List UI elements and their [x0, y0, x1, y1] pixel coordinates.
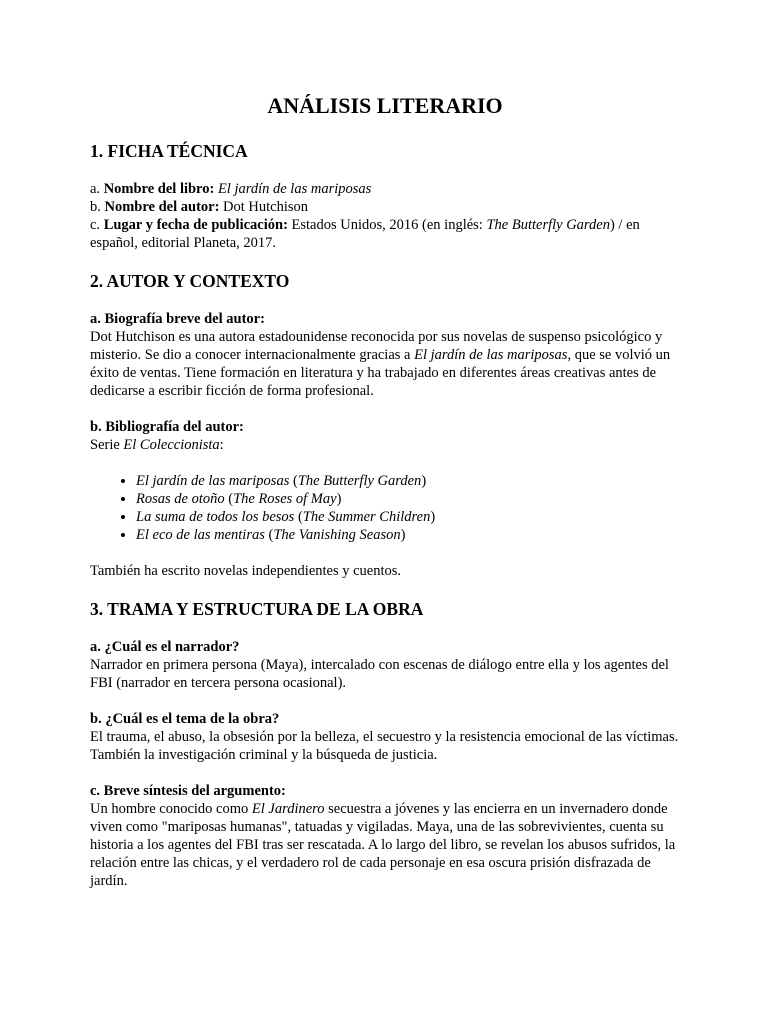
- publication-prefix: c.: [90, 217, 104, 233]
- book-name-label: Nombre del libro:: [103, 181, 215, 197]
- other-works-text: También ha escrito novelas independientes y cuentos.: [90, 563, 402, 579]
- paren-close: ): [421, 473, 427, 489]
- paren-close: ): [400, 527, 406, 543]
- publication-value-2: ) / en español, editorial Planeta, 2017.: [90, 217, 640, 251]
- author-name-value: Dot Hutchison: [219, 199, 309, 215]
- synopsis-text-2: secuestra a jóvenes y las encierra en un invernadero donde viven como "mariposas humanas", tatuadas y vigiladas. Maya, una de las sobrevivientes, cuenta su historia a los agentes del FBI tras ser rescatada. A lo largo del libro, se revelan los abusos sufridos, la relación entre las chicas, y el verdadero rol de cada personaje en esa oscura prisión disfrazada de jardín.: [90, 801, 676, 889]
- bibliography-label: b. Bibliografía del autor:: [90, 419, 244, 435]
- paren-close: ): [430, 509, 436, 525]
- paren-close: ): [336, 491, 342, 507]
- book-name-prefix: a.: [90, 181, 104, 197]
- publication-line: [90, 216, 680, 252]
- narrator-text: Narrador en primera persona (Maya), intercalado con escenas de diálogo entre ella y los agentes del FBI (narrador en tercera persona ocasional).: [90, 657, 669, 691]
- author-name-label: Nombre del autor:: [104, 199, 220, 215]
- theme-text: El trauma, el abuso, la obsesión por la belleza, el secuestro y la resistencia emocional de las víctimas. También la investigación criminal y la búsqueda de justicia.: [90, 729, 679, 763]
- book-title-es: Rosas de otoño: [136, 491, 225, 507]
- paren-open: (: [289, 473, 298, 489]
- synopsis-text: [90, 800, 680, 890]
- biography-text-2: , que se volvió un éxito de ventas. Tiene formación en literatura y ha trabajado en diferentes áreas creativas antes de dedicarse a escribir ficción de forma profesional.: [90, 347, 671, 399]
- biography-label: a. Biografía breve del autor:: [90, 311, 265, 327]
- series-suffix: :: [219, 437, 224, 453]
- section-1-heading: 1. FICHA TÉCNICA: [90, 141, 248, 161]
- book-title-en: The Summer Children: [302, 509, 431, 525]
- book-title-en: The Butterfly Garden: [297, 473, 422, 489]
- paren-open: (: [224, 491, 234, 507]
- list-item: [136, 472, 680, 490]
- book-list: [90, 472, 680, 544]
- theme-label: b. ¿Cuál es el tema de la obra?: [90, 711, 280, 727]
- author-name-prefix: b.: [90, 199, 105, 215]
- biography-text: [90, 328, 680, 400]
- book-title-en: The Vanishing Season: [273, 527, 401, 543]
- synopsis-character: El Jardinero: [251, 801, 325, 817]
- book-name-value: El jardín de las mariposas: [217, 181, 372, 197]
- paren-open: (: [264, 527, 274, 543]
- series-line: [90, 436, 680, 454]
- section-3-heading: 3. TRAMA Y ESTRUCTURA DE LA OBRA: [90, 599, 424, 619]
- publication-original-title: The Butterfly Garden: [486, 217, 610, 233]
- synopsis-label: c. Breve síntesis del argumento:: [90, 783, 286, 799]
- document-content: [90, 92, 680, 890]
- list-item: [136, 490, 680, 508]
- book-title-es: El jardín de las mariposas: [136, 473, 290, 489]
- series-prefix: Serie: [90, 437, 124, 453]
- section-2-heading: 2. AUTOR Y CONTEXTO: [90, 271, 290, 291]
- book-name-line: [90, 180, 680, 198]
- book-title-es: El eco de las mentiras: [136, 527, 265, 543]
- biography-book-title: El jardín de las mariposas: [414, 347, 568, 363]
- narrator-label: a. ¿Cuál es el narrador?: [90, 639, 240, 655]
- series-name: El Coleccionista: [123, 437, 220, 453]
- publication-label: Lugar y fecha de publicación:: [103, 217, 288, 233]
- synopsis-text-1: Un hombre conocido como: [90, 801, 252, 817]
- book-title-es: La suma de todos los besos: [136, 509, 295, 525]
- list-item: [136, 526, 680, 544]
- book-title-en: The Roses of May: [233, 491, 337, 507]
- list-item: [136, 508, 680, 526]
- biography-text-1: Dot Hutchison es una autora estadounidense reconocida por sus novelas de suspenso psicológico y misterio. Se dio a conocer internacionalmente gracias a: [90, 329, 663, 363]
- author-name-line: [90, 198, 680, 216]
- publication-value-1: Estados Unidos, 2016 (en inglés:: [287, 217, 487, 233]
- paren-open: (: [294, 509, 303, 525]
- document-title: ANÁLISIS LITERARIO: [267, 93, 503, 118]
